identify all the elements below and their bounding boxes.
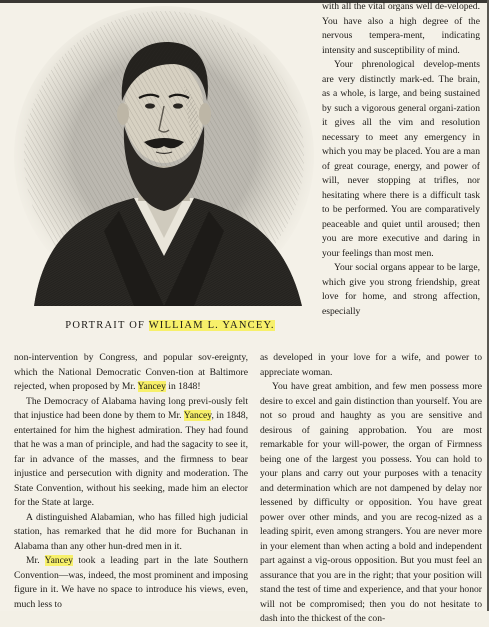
yancey-highlight: Yancey — [137, 381, 166, 392]
column-right-top — [322, 0, 480, 319]
text-run: Mr. — [26, 555, 45, 566]
text-run: The Democracy of Alabama having long previ-ously felt that injustice had been done by them to Mr. — [14, 395, 248, 421]
text-run: , in 1848, entertained for him the highest admiration. They had found that he was a man of principle, and had the sagacity to see it, far in advance of the masses, and the firmness to bear injustice and persecution with dignity and moderation. The State Convention, without his seeking, made him an elector for the State at large. — [14, 410, 248, 508]
paragraph: Your social organs appear to be large, which give you strong friendship, great love for home, and strong affection, especially — [322, 262, 480, 317]
paragraph — [14, 395, 248, 511]
caption-name-highlight: WILLIAM L. YANCEY. — [148, 320, 275, 331]
text-run: in 1848! — [165, 381, 201, 392]
yancey-highlight: Yancey — [44, 555, 73, 566]
paragraph — [14, 351, 248, 395]
portrait-engraving — [14, 6, 318, 306]
paragraph: with all the vital organs well de-veloped. You have also a high degree of the nervous tempera-ment, indicating intensity and susceptibility of mind. — [322, 1, 480, 56]
text-run: non-intervention by Congress, and popular sov-ereignty, which the National Democratic Conven-tion at Baltimore rejected, when proposed by Mr. — [14, 352, 248, 392]
yancey-highlight: Yancey — [183, 410, 212, 421]
paragraph: as developed in your love for a wife, and power to appreciate woman. — [260, 352, 482, 378]
portrait-caption — [30, 320, 310, 331]
column-left-bottom — [14, 351, 248, 612]
caption-prefix: PORTRAIT OF — [65, 320, 149, 331]
column-right-bottom — [260, 351, 482, 627]
paragraph: A distinguished Alabamian, who has filled high judicial station, has remarked that he did more for Buchanan in Alabama than any other hun-dred men in it. — [14, 511, 248, 552]
paragraph: Your phrenological develop-ments are very distinctly mark-ed. The brain, as a whole, is large, and being sustained by such a vigorous general organi-zation it gives all the vim and resolution necessary to meet any emergency in which you may be placed. You are a man of great courage, energy, and power of will, never stopping at trifles, nor hesitating where there is a difficult task to be performed. You are comparatively peaceable and quiet until aroused; then you are more executive and daring in your feelings than most men. — [322, 59, 480, 259]
paragraph — [14, 554, 248, 612]
text-run: took a leading part in the late Southern Convention—was, indeed, the most prominent and imposing figure in it. We have no space to introduce his views, even, much less to — [14, 555, 249, 610]
paragraph: You have great ambition, and few men possess more desire to excel and gain distinction than yourself. You are not so proud and haughty as you are sensitive and desirous of gaining approbation. You are most remarkable for your will-power, the organ of Firmness being one of the largest you possess. You can hold to your plans and carry out your purposes with a tenacity and determination which are not dampened by delay nor lessened by difficulty or opposition. You have great power over other minds, and you are recog-nized as a leading spirit, even among strangers. You are never more in your element than when acting a bold and independent part against a vig-orous opposition. But you must feel an assurance that you are in the right; that your position will stand the test of time and experience, and that your honor will not be compromised; then you do not hesitate to dash into the thickest of the con- — [260, 381, 482, 624]
